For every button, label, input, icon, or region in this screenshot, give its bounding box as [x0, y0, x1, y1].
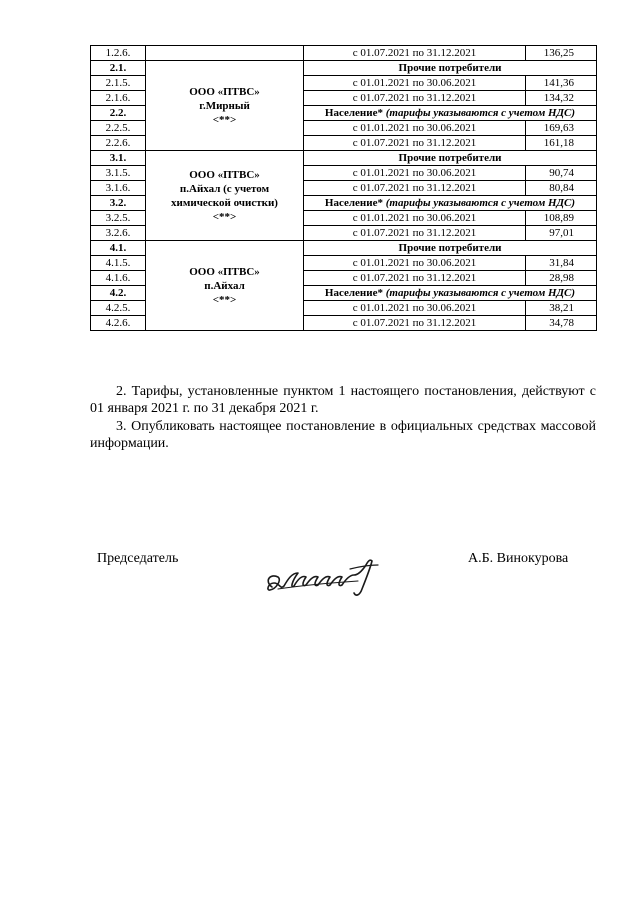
- row-number: 4.2.6.: [91, 316, 146, 331]
- tariff-value: 34,78: [526, 316, 597, 331]
- population-label: Население*: [324, 287, 383, 299]
- row-number: 3.2.6.: [91, 226, 146, 241]
- group-label-population: [304, 196, 597, 211]
- group-number: 3.1.: [91, 151, 146, 166]
- organization-line: ООО «ПТВС»: [189, 168, 260, 181]
- organization-line: <**>: [212, 210, 237, 223]
- row-number: 4.1.5.: [91, 256, 146, 271]
- organization-line: п.Айхал: [204, 279, 245, 292]
- period-cell: с 01.01.2021 по 30.06.2021: [304, 76, 526, 91]
- period-cell: с 01.01.2021 по 30.06.2021: [304, 121, 526, 136]
- period-cell: с 01.07.2021 по 31.12.2021: [304, 136, 526, 151]
- row-number: 2.1.5.: [91, 76, 146, 91]
- group-number: 2.2.: [91, 106, 146, 121]
- tariff-table: [90, 45, 597, 331]
- period-cell: с 01.01.2021 по 30.06.2021: [304, 256, 526, 271]
- table-row: [91, 151, 597, 166]
- period-cell: с 01.07.2021 по 31.12.2021: [304, 181, 526, 196]
- organization-line: г.Мирный: [199, 99, 250, 112]
- group-number: 2.1.: [91, 61, 146, 76]
- table-row: [91, 61, 597, 76]
- period-cell: с 01.01.2021 по 30.06.2021: [304, 166, 526, 181]
- tariff-value: 28,98: [526, 271, 597, 286]
- row-number: 3.2.5.: [91, 211, 146, 226]
- organization-line: ООО «ПТВС»: [189, 265, 260, 278]
- period-cell: с 01.01.2021 по 30.06.2021: [304, 301, 526, 316]
- tariff-value: 80,84: [526, 181, 597, 196]
- tariff-value: 97,01: [526, 226, 597, 241]
- organization-line: <**>: [212, 113, 237, 126]
- tariff-value: 38,21: [526, 301, 597, 316]
- tariff-value: 161,18: [526, 136, 597, 151]
- table-row: [91, 241, 597, 256]
- group-label-population: [304, 106, 597, 121]
- organization-cell: [146, 151, 304, 241]
- group-label-other: Прочие потребители: [304, 151, 597, 166]
- tariff-value: 90,74: [526, 166, 597, 181]
- period-cell: с 01.01.2021 по 30.06.2021: [304, 211, 526, 226]
- period-cell: с 01.07.2021 по 31.12.2021: [304, 316, 526, 331]
- group-number: 4.1.: [91, 241, 146, 256]
- empty-cell: [146, 46, 304, 61]
- paragraph-3: 3. Опубликовать настоящее постановление в официальных средствах массовой информации.: [90, 419, 596, 451]
- population-label: Население*: [324, 197, 383, 209]
- row-number: 4.1.6.: [91, 271, 146, 286]
- period-cell: с 01.07.2021 по 31.12.2021: [304, 46, 526, 61]
- tariff-value: 169,63: [526, 121, 597, 136]
- paragraph-2: 2. Тарифы, установленные пунктом 1 настоящего постановления, действуют с 01 января 2021 г. по 31 декабря 2021 г.: [90, 384, 596, 416]
- row-number: 2.1.6.: [91, 91, 146, 106]
- organization-line: химической очистки): [171, 196, 278, 209]
- period-cell: с 01.07.2021 по 31.12.2021: [304, 226, 526, 241]
- row-number: 2.2.6.: [91, 136, 146, 151]
- tariff-value: 141,36: [526, 76, 597, 91]
- chairman-name: А.Б. Винокурова: [468, 551, 569, 566]
- organization-line: ООО «ПТВС»: [189, 85, 260, 98]
- organization-cell: [146, 61, 304, 151]
- organization-line: <**>: [212, 293, 237, 306]
- tariff-value: 108,89: [526, 211, 597, 226]
- chairman-title: Председатель: [97, 551, 179, 566]
- organization-cell: [146, 241, 304, 331]
- row-number: 2.2.5.: [91, 121, 146, 136]
- tariff-value: 134,32: [526, 91, 597, 106]
- row-number: 3.1.5.: [91, 166, 146, 181]
- row-number: 1.2.6.: [91, 46, 146, 61]
- population-label: Население*: [324, 107, 383, 119]
- group-label-population: [304, 286, 597, 301]
- vat-note: (тарифы указываются с учетом НДС): [385, 107, 576, 119]
- handwritten-signature: [258, 553, 386, 603]
- group-number: 4.2.: [91, 286, 146, 301]
- group-number: 3.2.: [91, 196, 146, 211]
- period-cell: с 01.07.2021 по 31.12.2021: [304, 91, 526, 106]
- vat-note: (тарифы указываются с учетом НДС): [385, 287, 576, 299]
- organization-line: п.Айхал (с учетом: [179, 182, 270, 195]
- vat-note: (тарифы указываются с учетом НДС): [385, 197, 576, 209]
- row-number: 4.2.5.: [91, 301, 146, 316]
- row-number: 3.1.6.: [91, 181, 146, 196]
- tariff-value: 136,25: [526, 46, 597, 61]
- table-row: [91, 46, 597, 61]
- group-label-other: Прочие потребители: [304, 241, 597, 256]
- tariff-value: 31,84: [526, 256, 597, 271]
- period-cell: с 01.07.2021 по 31.12.2021: [304, 271, 526, 286]
- group-label-other: Прочие потребители: [304, 61, 597, 76]
